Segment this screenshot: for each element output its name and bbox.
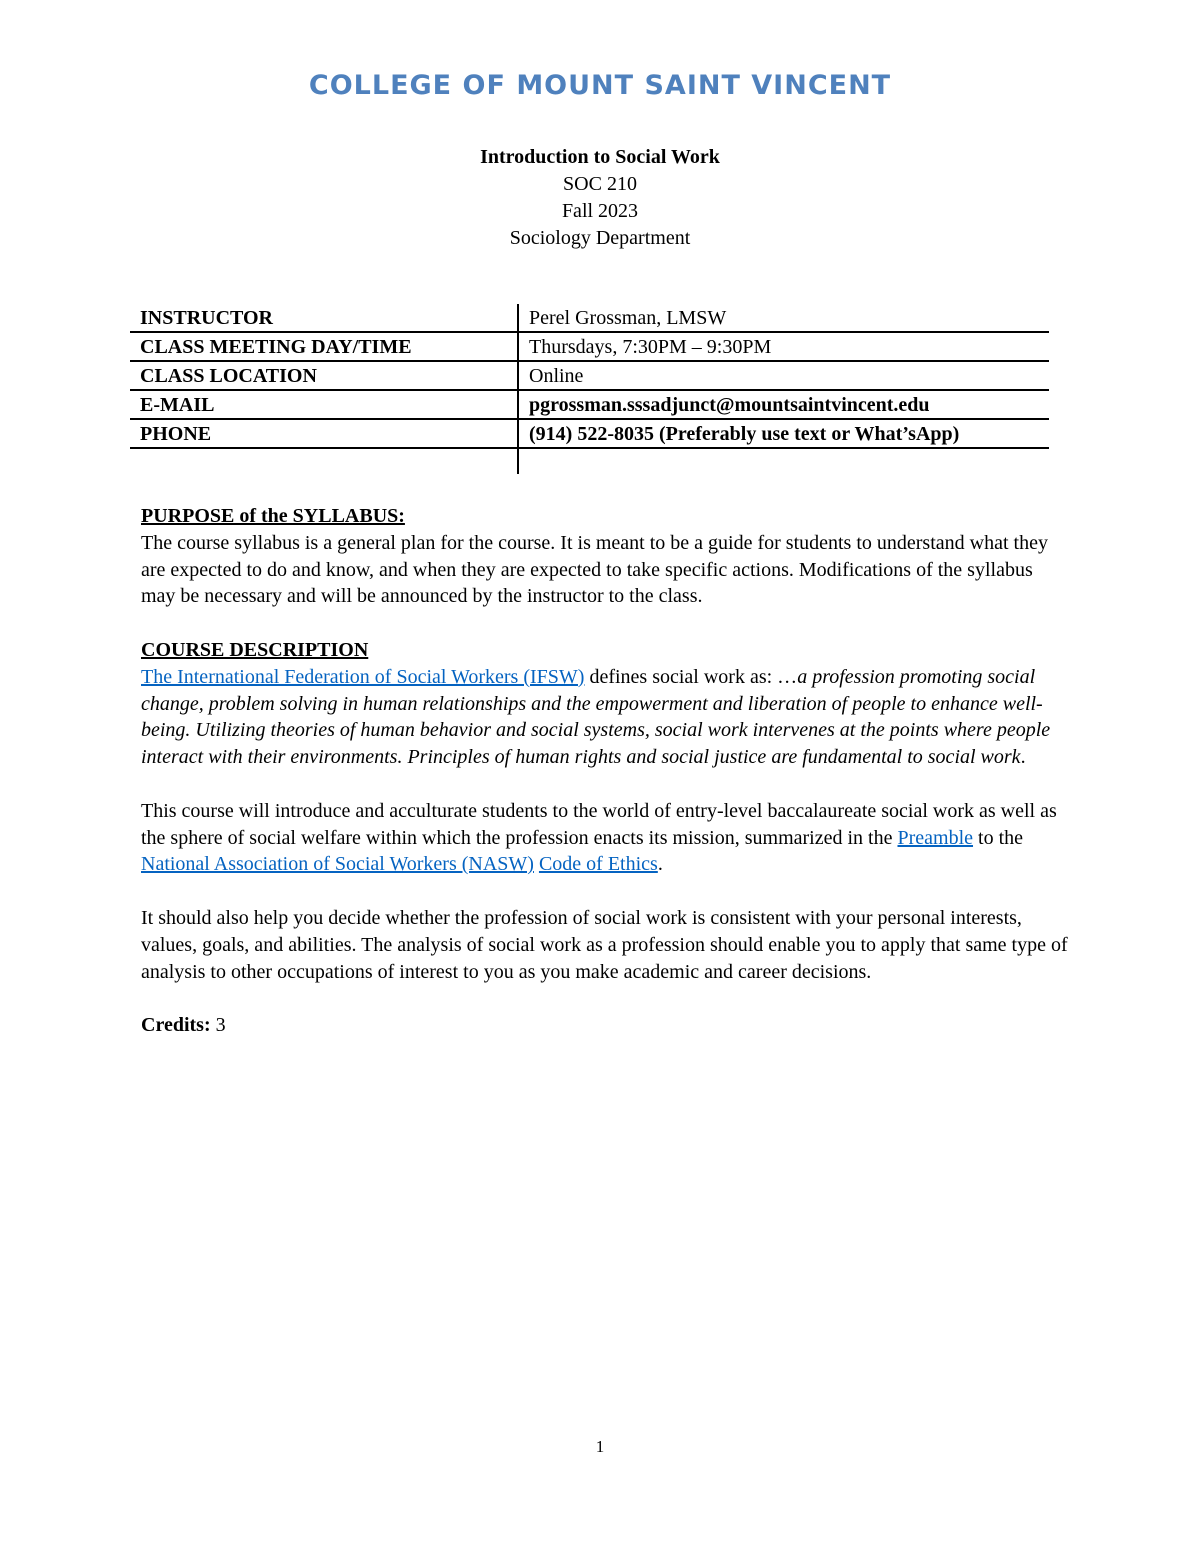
college-name: COLLEGE OF MOUNT SAINT VINCENT — [308, 70, 892, 101]
info-value: pgrossman.sssadjunct@mountsaintvincent.edu — [518, 390, 1049, 419]
credits-line — [141, 1012, 1071, 1039]
ifsw-link[interactable]: The International Federation of Social Workers (IFSW) — [141, 665, 585, 688]
course-code: SOC 210 — [563, 173, 637, 195]
info-label: E-MAIL — [130, 390, 518, 419]
course-info-table — [130, 304, 1049, 474]
credits-label: Credits: — [141, 1014, 211, 1037]
info-label: CLASS MEETING DAY/TIME — [130, 332, 518, 361]
description-paragraph-3: It should also help you decide whether the profession of social work is consistent with your personal interests, values, goals, and abilities. The analysis of social work as a profession should enable you to apply that same type of analysis to other occupations of interest to you as you make academic and career decisions. — [141, 906, 1068, 983]
preamble-link[interactable]: Preamble — [897, 826, 974, 849]
purpose-heading: PURPOSE of the SYLLABUS: — [141, 505, 405, 527]
defines-text: defines social work as: … — [584, 665, 798, 688]
paragraph-text: to the — [973, 826, 1024, 849]
info-row-instructor — [130, 304, 1049, 332]
info-value: Thursdays, 7:30PM – 9:30PM — [518, 332, 1049, 361]
description-section — [141, 637, 1071, 771]
info-value: (914) 522-8035 (Preferably use text or What’sApp) — [518, 419, 1049, 448]
description-heading: COURSE DESCRIPTION — [141, 638, 369, 661]
info-label: CLASS LOCATION — [130, 361, 518, 390]
info-label-empty — [130, 448, 518, 474]
document-body — [141, 503, 1071, 1066]
info-label: INSTRUCTOR — [130, 304, 518, 332]
info-row-meeting — [130, 332, 1049, 361]
quote-end: . — [1020, 746, 1026, 769]
ifsw-quote: a profession promoting social change, problem solving in human relationships and the empowerment and liberation of people to enhance well-being. Utilizing theories of human behavior and social systems, social work intervenes at the points where people interact with their environments. Principles of human rights and social justice are fundamental to social work — [141, 665, 1051, 769]
info-value: Online — [518, 361, 1049, 390]
credits-value: 3 — [210, 1014, 226, 1037]
course-header — [0, 144, 1200, 252]
info-label: PHONE — [130, 419, 518, 448]
info-value-empty — [518, 448, 1049, 474]
course-department: Sociology Department — [509, 227, 691, 249]
nasw-link[interactable]: National Association of Social Workers (NASW) — [141, 853, 534, 876]
purpose-section — [141, 503, 1071, 610]
course-term: Fall 2023 — [561, 200, 639, 222]
paragraph-text: This course will introduce and acculturate students to the world of entry-level baccalaureate social work as well as the sphere of social welfare within which the profession enacts its mission, summarized in the — [141, 799, 1057, 849]
course-title: Introduction to Social Work — [480, 146, 720, 168]
description-paragraph-2 — [141, 798, 1071, 878]
info-row-empty — [130, 448, 1049, 474]
info-row-email — [130, 390, 1049, 419]
page-number: 1 — [595, 1437, 605, 1456]
info-value: Perel Grossman, LMSW — [518, 304, 1049, 332]
info-row-phone — [130, 419, 1049, 448]
paragraph-text: . — [657, 853, 663, 876]
code-of-ethics-link[interactable]: Code of Ethics — [538, 853, 658, 876]
purpose-text: The course syllabus is a general plan for the course. It is meant to be a guide for students to understand what they are expected to do and know, and when they are expected to take specific actions. Modifications of the syllabus may be necessary and will be announced by the instructor to the class. — [141, 531, 1048, 608]
info-row-location — [130, 361, 1049, 390]
